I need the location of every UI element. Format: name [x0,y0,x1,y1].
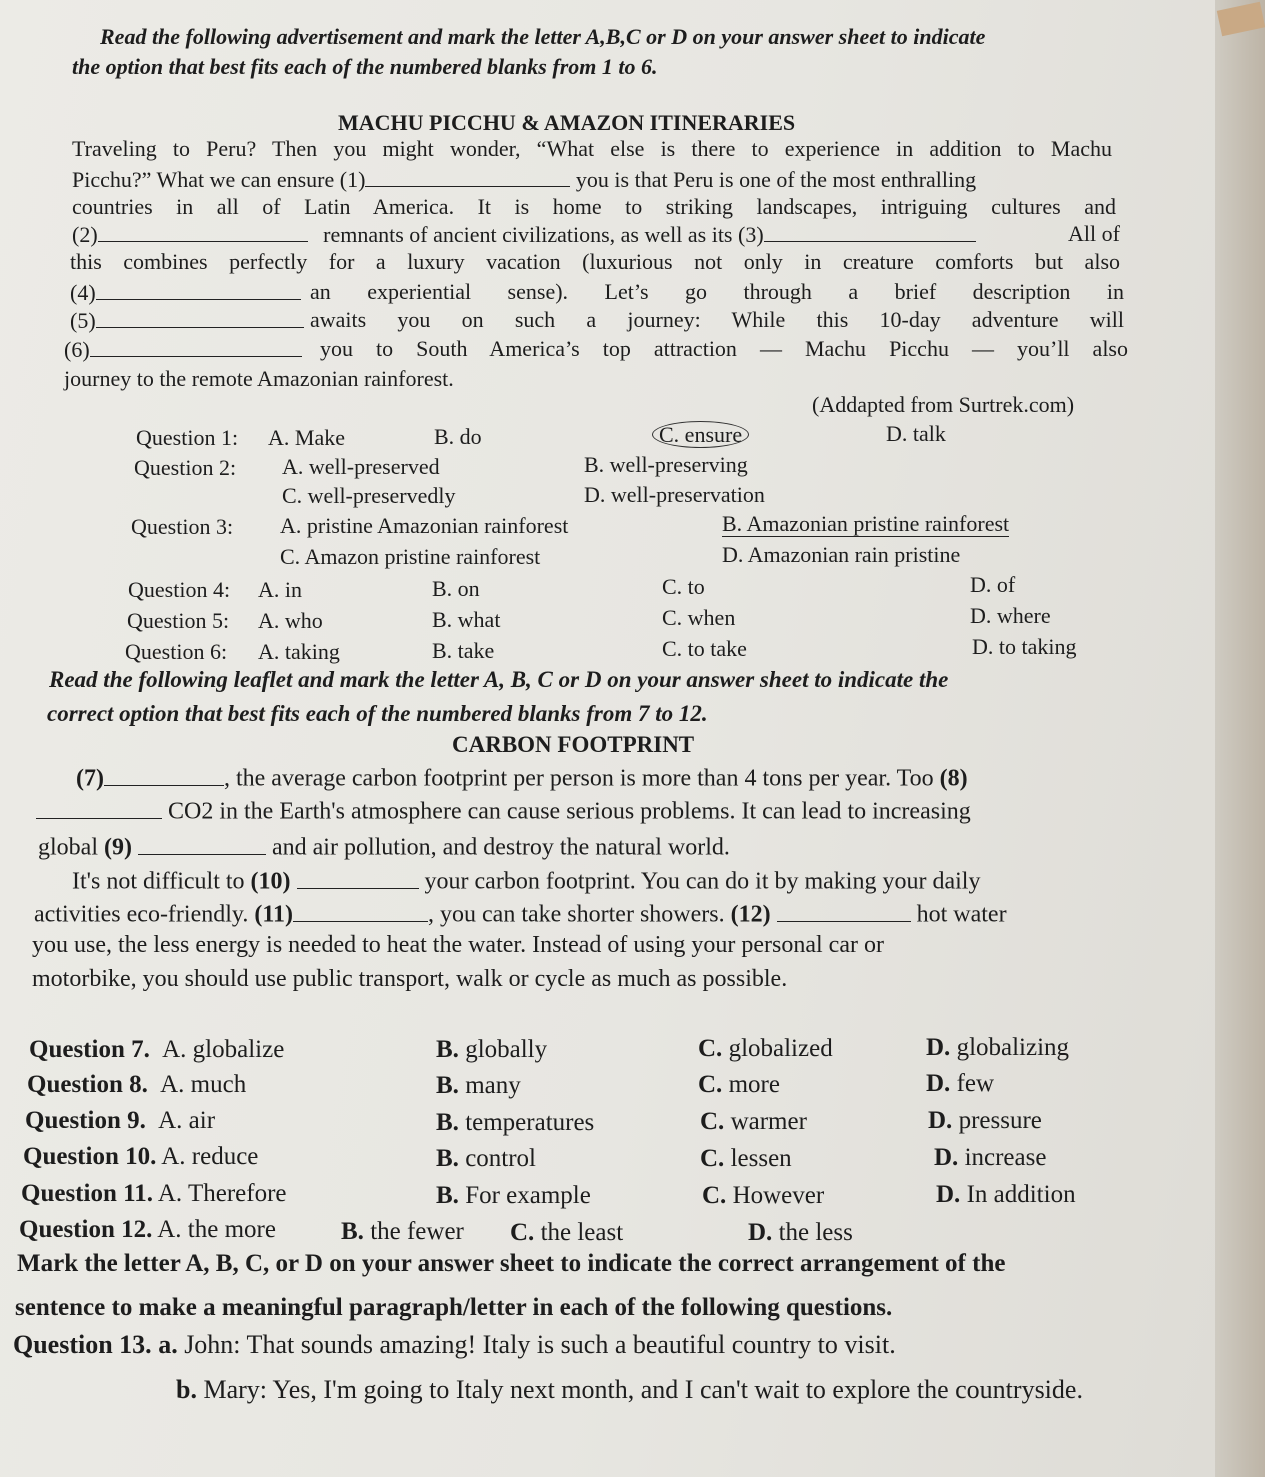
q12-label: Question 12. [19,1216,153,1243]
passage2-line3 [38,832,730,862]
q11-option-a: A. Therefore [157,1180,287,1207]
q3-option-a: A. pristine Amazonian rainforest [280,513,569,538]
q8-option-c-text: more [728,1071,780,1098]
q5-option-a: A. who [258,608,323,633]
q3-option-b-underlined: B. Amazonian pristine rainforest [722,511,1010,536]
q11-option-c-text: However [732,1182,825,1209]
section2-instruction-line1: Read the following leaflet and mark the letter A, B, C or D on your answer sheet to indicate the [49,667,949,692]
q13-line-a [13,1330,896,1360]
q7-letter-d: D. [926,1034,951,1061]
q4-option-d: D. of [970,572,1016,597]
blank-9-number: (9) [104,834,132,861]
passage1-line4-end: All of [1068,221,1120,246]
q10-letter-d: D. [934,1144,959,1171]
q1-option-d: D. talk [886,421,946,446]
passage2-line2-text: CO2 in the Earth's atmosphere can cause serious problems. It can lead to increasing [168,798,971,825]
q1-option-c [652,422,749,448]
q12-option-a: A. the more [157,1216,276,1243]
q6-option-a: A. taking [258,639,340,664]
section2-instruction-line2: correct option that best fits each of the numbered blanks from 7 to 12. [47,701,708,726]
q10-row [23,1143,258,1171]
q10-option-a: A. reduce [161,1143,259,1170]
q10-option-b-text: control [465,1145,537,1172]
q12-option-d [748,1219,853,1247]
section1-instruction-line1: Read the following advertisement and mark the letter A,B,C or D on your answer sheet to indicate [100,24,986,49]
q11-letter-d: D. [936,1181,961,1208]
q12-row [19,1216,276,1244]
passage1-line6-start: (4) [70,279,96,305]
q11-option-b-text: For example [465,1182,591,1209]
q13-label: Question 13. [13,1330,152,1359]
q1-option-c-circled: C. ensure [652,421,749,448]
q1-label: Question 1: [136,425,239,450]
q11-option-b [436,1182,591,1210]
blank-4 [96,279,301,300]
section1-title: MACHU PICCHU & AMAZON ITINERARIES [338,110,796,135]
q9-letter-c: C. [700,1108,725,1135]
passage2-line1-text: , the average carbon footprint per person is more than 4 tons per year. Too [223,765,934,792]
q6-option-d: D. to taking [972,634,1077,659]
q11-option-c [702,1182,824,1210]
q12-option-b-text: the fewer [370,1218,464,1245]
q4-option-c: C. to [662,574,705,599]
q12-option-c-text: the least [540,1219,624,1246]
q8-option-a: A. much [160,1071,247,1098]
q10-option-c-text: lessen [730,1145,792,1172]
q9-option-c [700,1108,807,1136]
q1-option-b: B. do [434,424,482,449]
passage1-line2 [72,166,976,193]
blank-9 [138,832,266,855]
passage1-line8-start: (6) [64,336,90,362]
q9-option-b-text: temperatures [465,1109,595,1136]
q13-b-letter: b. [176,1375,197,1404]
q1-option-a: A. Make [268,425,345,450]
section2-title: CARBON FOOTPRINT [452,732,695,757]
q12-letter-d: D. [748,1219,773,1246]
q9-row [25,1107,215,1135]
q7-option-d-text: globalizing [956,1034,1070,1061]
blank-8-number: (8) [939,765,968,792]
q8-option-c [698,1071,780,1099]
section3-instruction-line1: Mark the letter A, B, C, or D on your answer sheet to indicate the correct arrangement of the [17,1250,1006,1277]
q12-letter-c: C. [510,1219,535,1246]
q2-option-c: C. well-preservedly [282,483,456,508]
q13-a-letter: a. [158,1330,178,1359]
passage2-line5-start: activities eco-friendly. [34,901,249,928]
q12-letter-b: B. [341,1218,364,1245]
blank-10 [297,866,419,889]
passage1-line1: Traveling to Peru? Then you might wonder, “What else is there to experience in addition to Machu [72,136,1112,161]
q11-label: Question 11. [21,1180,153,1207]
passage1-line2-start: Picchu?” What we can ensure (1) [72,166,366,192]
q9-letter-d: D. [928,1107,953,1134]
sticky-note [1217,2,1265,37]
passage2-line5 [34,899,1007,929]
blank-7-number: (7) [76,765,104,792]
q7-letter-c: C. [698,1035,723,1062]
q12-option-d-text: the less [778,1219,853,1246]
q10-option-c [700,1145,792,1173]
q7-label: Question 7. [29,1036,150,1063]
q9-option-c-text: warmer [730,1108,807,1135]
passage1-line7-start: (5) [70,307,96,333]
passage1-line6 [70,279,1124,306]
blank-3 [764,221,976,242]
q3-option-c: C. Amazon pristine rainforest [280,544,541,569]
section3-instruction-line2: sentence to make a meaningful paragraph/letter in each of the following questions. [15,1294,893,1321]
q9-option-d-text: pressure [958,1107,1042,1134]
q5-option-d: D. where [970,603,1051,628]
q6-option-b: B. take [432,638,495,663]
blank-5 [96,307,304,328]
q13-line-b [176,1375,1083,1405]
passage2-line2 [36,796,971,826]
q2-option-b: B. well-preserving [584,452,748,477]
q8-letter-d: D. [926,1070,951,1097]
blank-12-number: (12) [730,901,771,928]
q10-label: Question 10. [23,1143,157,1170]
q5-option-b: B. what [432,607,501,632]
passage1-line6-end: an experiential sense). Let’s go through a brief description in [310,279,1124,304]
q12-option-c [510,1219,623,1247]
q10-letter-c: C. [700,1145,725,1172]
passage2-line6: you use, the less energy is needed to heat the water. Instead of using your personal car or [32,932,884,958]
q7-option-b-text: globally [465,1036,548,1063]
q7-option-d [926,1034,1069,1062]
q8-option-d-text: few [956,1070,995,1097]
q7-letter-b: B. [436,1036,459,1063]
q11-option-d [936,1181,1076,1209]
q8-label: Question 8. [27,1071,148,1098]
passage1-line7-end: awaits you on such a journey: While this 10-day adventure will [310,307,1124,332]
q10-option-d-text: increase [964,1144,1047,1171]
q7-option-c [698,1035,833,1063]
q9-option-b [436,1109,594,1137]
q4-option-a: A. in [258,577,302,602]
q2-option-d: D. well-preservation [584,482,765,507]
passage1-line5: this combines perfectly for a luxury vacation (luxurious not only in creature comforts but also [70,249,1120,274]
passage1-line4-mid: remnants of ancient civilizations, as well as its (3) [323,221,764,247]
blank-10-number: (10) [250,868,291,895]
q13-a-text: John: That sounds amazing! Italy is such a beautiful country to visit. [184,1330,896,1359]
passage1-line3: countries in all of Latin America. It is home to striking landscapes, intriguing cultures and [72,194,1116,219]
q5-label: Question 5: [127,608,230,633]
source-citation: (Addapted from Surtrek.com) [812,392,1075,417]
q10-option-b [436,1145,536,1173]
section1-instruction-line2: the option that best fits each of the numbered blanks from 1 to 6. [72,54,658,79]
q8-letter-b: B. [436,1072,459,1099]
passage1-line4-start: (2) [72,221,98,247]
blank-1 [365,166,570,187]
passage2-line5-end: hot water [916,901,1007,928]
q3-label: Question 3: [131,514,234,539]
blank-7 [104,763,224,786]
q13-b-text: Mary: Yes, I'm going to Italy next month, and I can't wait to explore the countryside. [203,1375,1083,1404]
q9-label: Question 9. [25,1107,146,1134]
passage2-line3-start: global [38,834,98,861]
q4-label: Question 4: [128,577,231,602]
q10-option-d [934,1144,1046,1172]
desk-edge [1215,0,1265,1477]
q12-option-b [341,1218,464,1246]
q10-letter-b: B. [436,1145,459,1172]
q11-letter-b: B. [436,1182,459,1209]
q9-option-a: A. air [158,1107,216,1134]
blank-11-number: (11) [254,901,294,928]
q8-option-b [436,1072,521,1100]
passage2-line3-end: and air pollution, and destroy the natural world. [271,834,730,861]
passage1-line9: journey to the remote Amazonian rainforest. [64,366,454,391]
passage2-line7: motorbike, you should use public transport, walk or cycle as much as possible. [32,966,788,992]
q2-label: Question 2: [134,455,237,480]
q11-option-d-text: In addition [966,1181,1076,1208]
blank-8 [36,796,162,819]
q9-option-d [928,1107,1042,1135]
q11-row [21,1180,287,1208]
q8-row [27,1071,246,1099]
passage2-line5-mid: , you can take shorter showers. [428,901,725,928]
q5-option-c: C. when [662,605,736,630]
q7-option-a: A. globalize [162,1036,285,1063]
passage1-line4 [72,221,1120,248]
q9-letter-b: B. [436,1109,459,1136]
passage2-line1 [76,763,968,793]
q3-option-d: D. Amazonian rain pristine [722,542,961,567]
q3-option-b [722,511,1009,537]
passage1-line8-end: you to South America’s top attraction — Machu Picchu — you’ll also [320,336,1128,361]
passage1-line8 [64,336,1128,363]
blank-6 [90,336,302,357]
q6-option-c: C. to take [662,636,747,661]
q4-option-b: B. on [432,576,480,601]
passage2-line4-end: your carbon footprint. You can do it by making your daily [424,868,981,895]
q6-label: Question 6: [125,639,228,664]
q8-option-b-text: many [465,1072,521,1099]
q7-option-c-text: globalized [728,1035,833,1062]
blank-2 [98,221,308,242]
q11-letter-c: C. [702,1182,727,1209]
q8-letter-c: C. [698,1071,723,1098]
q7-option-b [436,1036,547,1064]
q8-option-d [926,1070,994,1098]
passage1-line7 [70,307,1124,334]
blank-11 [293,899,428,922]
blank-12 [777,899,911,922]
passage2-line4 [72,866,980,896]
q2-option-a: A. well-preserved [282,454,440,479]
passage2-line4-start: It's not difficult to [72,868,245,895]
passage1-line2-end: you is that Peru is one of the most enthralling [575,166,977,192]
q7-row [29,1036,284,1064]
